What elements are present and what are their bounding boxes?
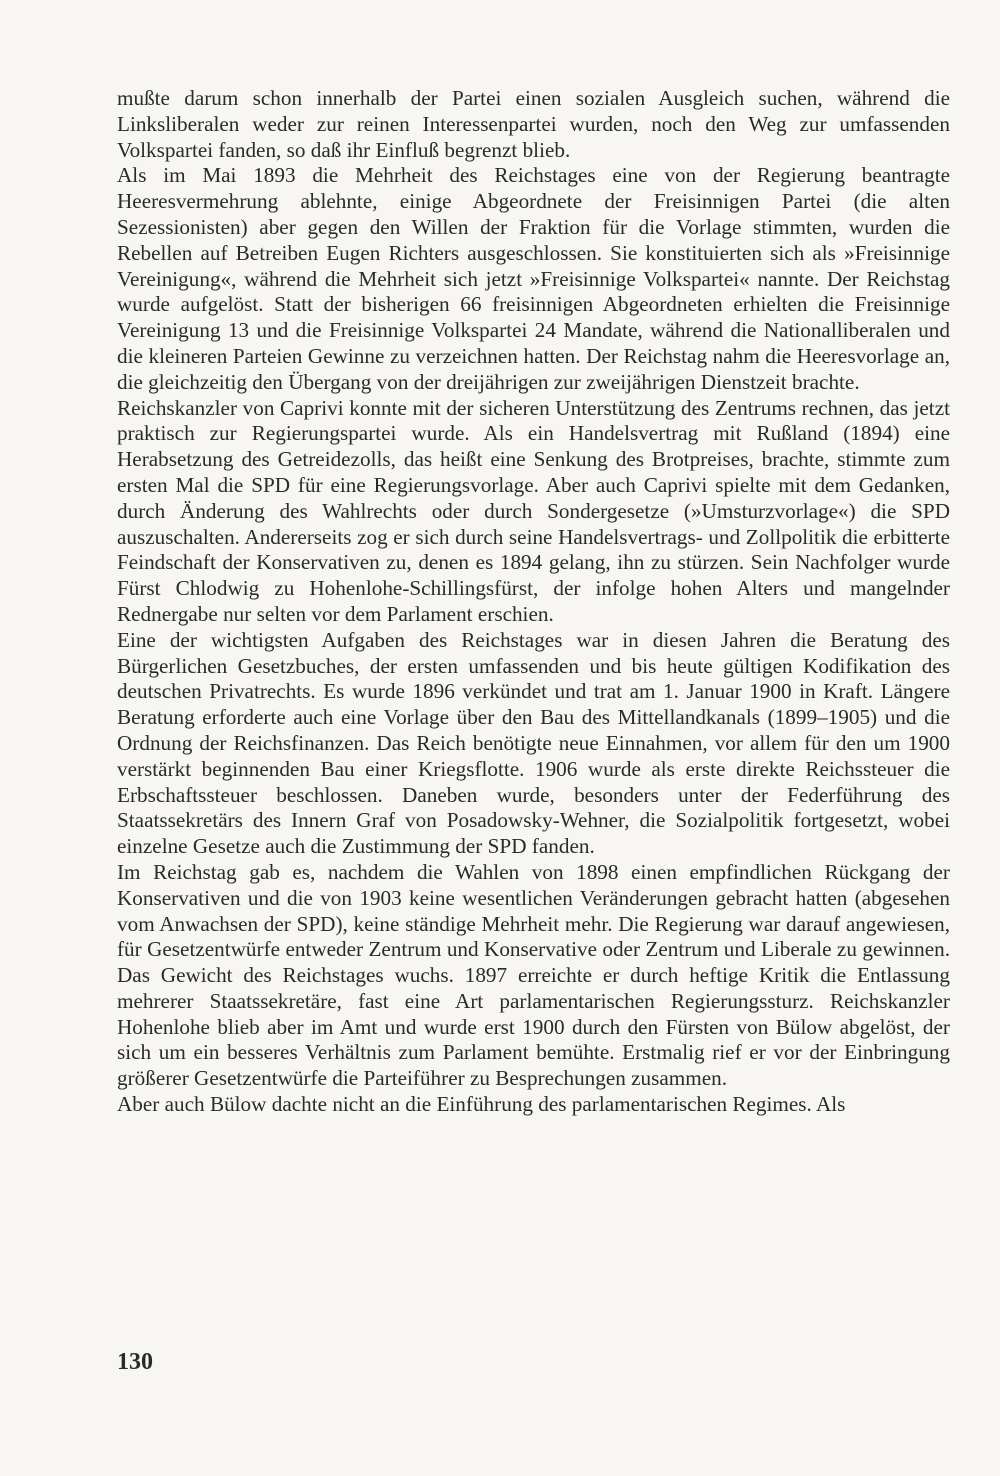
paragraph: Eine der wichtigsten Aufgaben des Reichstages war in diesen Jahren die Beratung des Bürgerlichen Gesetzbuches, der ersten umfassenden und bis heute gültigen Kodifikation des deutschen Privatrechts. Es wurde 1896 verkündet und trat am 1. Januar 1900 in Kraft. Längere Beratung erforderte auch eine Vorlage über den Bau des Mittellandkanals (1899–1905) und die Ordnung der Reichsfinanzen. Das Reich benötigte neue Einnahmen, vor allem für den um 1900 verstärkt beginnenden Bau einer Kriegsflotte. 1906 wurde als erste direkte Reichssteuer die Erbschaftssteuer beschlossen. Daneben wurde, besonders unter der Federführung des Staatssekretärs des Innern Graf von Posadowsky-Wehner, die Sozialpolitik fortgesetzt, wobei einzelne Gesetze auch die Zustimmung der SPD fanden. xyxy=(117,627,950,859)
paragraph: Im Reichstag gab es, nachdem die Wahlen von 1898 einen empfindlichen Rückgang der Konservativen und die von 1903 keine wesentlichen Veränderungen gebracht hatten (abgesehen vom Anwachsen der SPD), keine ständige Mehrheit mehr. Die Regierung war darauf angewiesen, für Gesetzentwürfe entweder Zentrum und Konservative oder Zentrum und Liberale zu gewinnen. Das Gewicht des Reichstages wuchs. 1897 erreichte er durch heftige Kritik die Entlassung mehrerer Staatssekretäre, fast eine Art parlamentarischen Regierungssturz. Reichskanzler Hohenlohe blieb aber im Amt und wurde erst 1900 durch den Fürsten von Bülow abgelöst, der sich um ein besseres Verhältnis zum Parlament bemühte. Erstmalig rief er vor der Einbringung größerer Gesetzentwürfe die Parteiführer zu Besprechungen zusammen. xyxy=(117,859,950,1091)
paragraph: Als im Mai 1893 die Mehrheit des Reichstages eine von der Regierung beantragte Heeresvermehrung ablehnte, einige Abgeordnete der Freisinnigen Partei (die alten Sezessionisten) aber gegen den Willen der Fraktion für die Vorlage stimmten, wurden die Rebellen auf Betreiben Eugen Richters ausgeschlossen. Sie konstituierten sich als »Freisinnige Vereinigung«, während die Mehrheit sich jetzt »Freisinnige Volkspartei« nannte. Der Reichstag wurde aufgelöst. Statt der bisherigen 66 freisinnigen Abgeordneten erhielten die Freisinnige Vereinigung 13 und die Freisinnige Volkspartei 24 Mandate, während die Nationalliberalen und die kleineren Parteien Gewinne zu verzeichnen hatten. Der Reichstag nahm die Heeresvorlage an, die gleichzeitig den Übergang von der dreijährigen zur zweijährigen Dienstzeit brachte. xyxy=(117,163,950,394)
page-number: 130 xyxy=(117,1349,153,1375)
paragraph: Reichskanzler von Caprivi konnte mit der sicheren Unterstützung des Zentrums rechnen, das jetzt praktisch zur Regierungspartei wurde. Als ein Handelsvertrag mit Rußland (1894) eine Herabsetzung des Getreidezolls, das heißt eine Senkung des Brotpreises, brachte, stimmte zum ersten Mal die SPD für eine Regierungsvorlage. Aber auch Caprivi spielte mit dem Gedanken, durch Änderung des Wahlrechts oder durch Sondergesetze (»Umsturzvorlage«) die SPD auszuschalten. Andererseits zog er sich durch seine Handelsvertrags- und Zollpolitik die erbitterte Feindschaft der Konservativen zu, denen es 1894 gelang, ihn zu stürzen. Sein Nachfolger wurde Fürst Chlodwig zu Hohenlohe-Schillingsfürst, der infolge hohen Alters und mangelnder Rednergabe nur selten vor dem Parlament erschien. xyxy=(117,395,950,626)
paragraph: Aber auch Bülow dachte nicht an die Einführung des parlamentarischen Regimes. Als xyxy=(117,1092,846,1117)
paragraph: mußte darum schon innerhalb der Partei einen sozialen Ausgleich suchen, während die Linksliberalen weder zur reinen Interessenpartei wurden, noch den Weg zur umfassenden Volkspartei fanden, so daß ihr Einfluß begrenzt blieb. xyxy=(117,86,950,162)
page-body xyxy=(117,86,950,1118)
